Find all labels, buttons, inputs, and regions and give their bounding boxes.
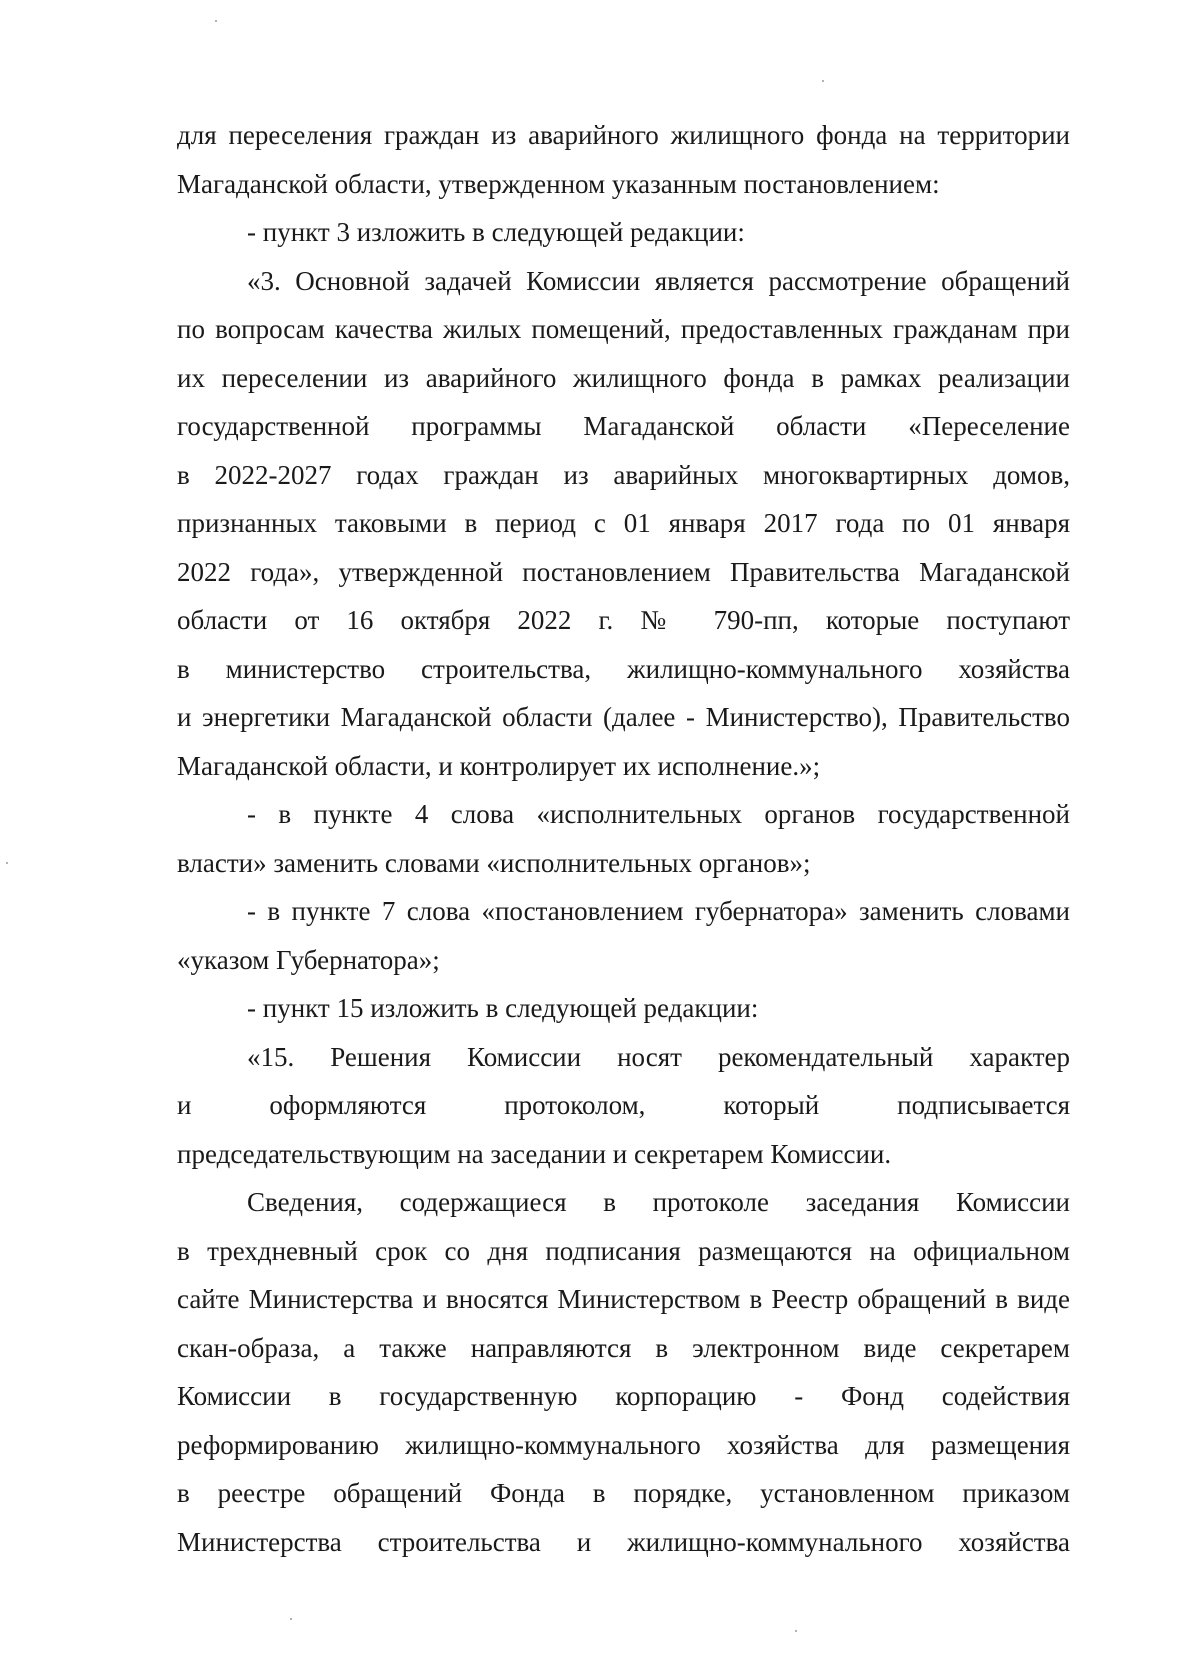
text-line: «указом Губернатора»; [177,944,440,975]
text-line: «15. Решения Комиссии носят рекомендательный характер [247,1041,1070,1072]
text-line: Министерства строительства и жилищно-коммунального хозяйства [177,1526,1070,1557]
scan-speck [795,1630,797,1632]
scan-speck [290,1618,292,1620]
text-line: сайте Министерства и вносятся Министерством в Реестр обращений в виде [177,1284,1070,1314]
text-line: государственной программы Магаданской области «Переселение [177,411,1070,441]
text-line: в трехдневный срок со дня подписания размещаются на официальном [177,1235,1070,1266]
text-line: - в пункте 7 слова «постановлением губернатора» заменить словами [247,896,1070,926]
document-body [177,111,1070,1566]
text-line: реформированию жилищно-коммунального хозяйства для размещения [177,1429,1070,1460]
text-line: в реестре обращений Фонда в порядке, установленном приказом [177,1478,1070,1508]
scan-speck [822,80,824,82]
text-line: и оформляются протоколом, который подписывается [177,1090,1070,1120]
text-line: в 2022-2027 годах граждан из аварийных многоквартирных домов, [177,459,1070,490]
text-line: Магаданской области, и контролирует их исполнение.»; [177,750,821,781]
text-line: 2022 года», утвержденной постановлением Правительства Магаданской [177,556,1070,587]
scan-speck [215,20,217,22]
text-line: власти» заменить словами «исполнительных органов»; [177,847,811,878]
text-line: их переселении из аварийного жилищного фонда в рамках реализации [177,362,1070,393]
text-line: для переселения граждан из аварийного жилищного фонда на территории [177,120,1070,150]
text-line: в министерство строительства, жилищно-коммунального хозяйства [177,653,1070,684]
text-line: скан-образа, а также направляются в электронном виде секретарем [177,1332,1070,1363]
text-line: Комиссии в государственную корпорацию - Фонд содействия [177,1381,1070,1411]
text-line: - пункт 15 изложить в следующей редакции: [247,993,759,1023]
text-line: «3. Основной задачей Комиссии является рассмотрение обращений [247,265,1070,296]
text-line: области от 16 октября 2022 г. № 790-пп, которые поступают [177,605,1070,635]
text-line: председательствующим на заседании и секретарем Комиссии. [177,1138,892,1169]
scan-speck [6,862,8,864]
text-line: Магаданской области, утвержденном указанным постановлением: [177,168,940,199]
text-line: - пункт 3 изложить в следующей редакции: [247,217,745,247]
text-line: Сведения, содержащиеся в протоколе заседания Комиссии [247,1187,1070,1217]
text-line: признанных таковыми в период с 01 января 2017 года по 01 января [177,508,1070,538]
text-line: - в пункте 4 слова «исполнительных органов государственной [247,799,1070,829]
text-line: по вопросам качества жилых помещений, предоставленных гражданам при [177,314,1070,344]
text-line: и энергетики Магаданской области (далее - Министерство), Правительство [177,702,1070,732]
